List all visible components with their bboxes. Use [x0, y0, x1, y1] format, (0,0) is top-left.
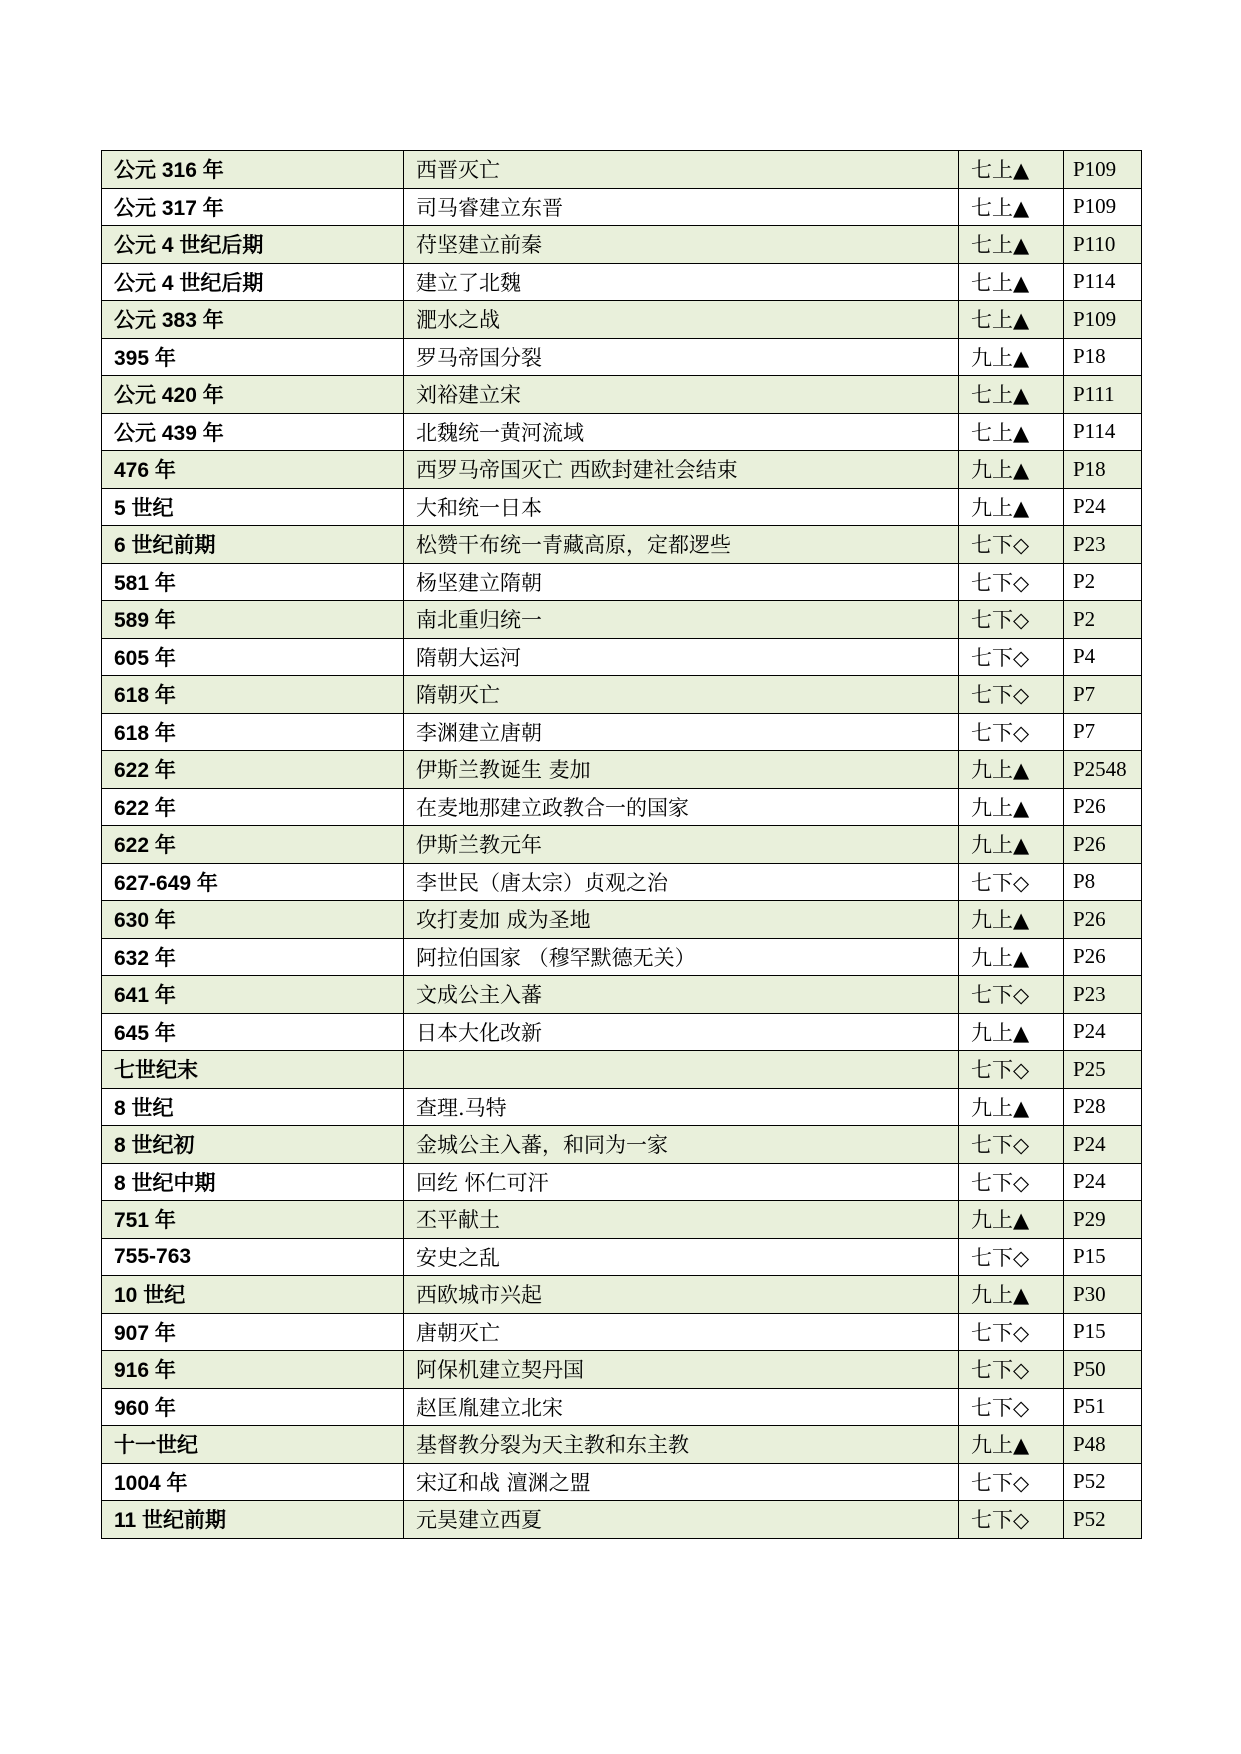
date-cell: 622 年: [102, 751, 404, 789]
page-reference-cell: P26: [1064, 901, 1142, 939]
textbook-volume-cell: 七上▲: [959, 151, 1064, 189]
table-row: [102, 1351, 1142, 1389]
page-reference-cell: P4: [1064, 638, 1142, 676]
page-reference-cell: P2548: [1064, 751, 1142, 789]
table-row: [102, 1126, 1142, 1164]
table-row: [102, 526, 1142, 564]
table-row: [102, 901, 1142, 939]
table-row: [102, 1426, 1142, 1464]
table-row: [102, 1276, 1142, 1314]
event-cell: 金城公主入蕃，和同为一家: [404, 1126, 959, 1164]
table-row: [102, 1163, 1142, 1201]
date-cell: 10 世纪: [102, 1276, 404, 1314]
event-cell: 攻打麦加 成为圣地: [404, 901, 959, 939]
event-cell: 伊斯兰教诞生 麦加: [404, 751, 959, 789]
event-cell: 北魏统一黄河流域: [404, 413, 959, 451]
page-reference-cell: P26: [1064, 938, 1142, 976]
page-reference-cell: P15: [1064, 1238, 1142, 1276]
event-cell: 松赞干布统一青藏高原，定都逻些: [404, 526, 959, 564]
table-row: [102, 938, 1142, 976]
date-cell: 755-763: [102, 1238, 404, 1276]
textbook-volume-cell: 九上▲: [959, 1013, 1064, 1051]
date-cell: 公元 383 年: [102, 301, 404, 339]
event-cell: 刘裕建立宋: [404, 376, 959, 414]
textbook-volume-cell: 九上▲: [959, 338, 1064, 376]
date-cell: 622 年: [102, 788, 404, 826]
event-cell: 唐朝灭亡: [404, 1313, 959, 1351]
event-cell: 文成公主入蕃: [404, 976, 959, 1014]
page-reference-cell: P30: [1064, 1276, 1142, 1314]
table-row: [102, 863, 1142, 901]
table-row: [102, 1051, 1142, 1089]
table-row: [102, 826, 1142, 864]
table-row: [102, 563, 1142, 601]
page-reference-cell: P52: [1064, 1501, 1142, 1539]
textbook-volume-cell: 七下◇: [959, 1051, 1064, 1089]
date-cell: 8 世纪中期: [102, 1163, 404, 1201]
textbook-volume-cell: 七上▲: [959, 188, 1064, 226]
page-reference-cell: P26: [1064, 788, 1142, 826]
textbook-volume-cell: 七下◇: [959, 1313, 1064, 1351]
textbook-volume-cell: 九上▲: [959, 1201, 1064, 1239]
page-reference-cell: P15: [1064, 1313, 1142, 1351]
page-reference-cell: P2: [1064, 563, 1142, 601]
textbook-volume-cell: 七下◇: [959, 526, 1064, 564]
table-row: [102, 376, 1142, 414]
event-cell: 杨坚建立隋朝: [404, 563, 959, 601]
textbook-volume-cell: 七下◇: [959, 1463, 1064, 1501]
page-reference-cell: P28: [1064, 1088, 1142, 1126]
date-cell: 公元 4 世纪后期: [102, 263, 404, 301]
textbook-volume-cell: 九上▲: [959, 451, 1064, 489]
date-cell: 622 年: [102, 826, 404, 864]
event-cell: 淝水之战: [404, 301, 959, 339]
event-cell: 查理.马特: [404, 1088, 959, 1126]
page-reference-cell: P52: [1064, 1463, 1142, 1501]
page-reference-cell: P51: [1064, 1388, 1142, 1426]
textbook-volume-cell: 七上▲: [959, 376, 1064, 414]
page-reference-cell: P109: [1064, 188, 1142, 226]
table-row: [102, 713, 1142, 751]
event-cell: 安史之乱: [404, 1238, 959, 1276]
table-row: [102, 1088, 1142, 1126]
event-cell: 李世民（唐太宗）贞观之治: [404, 863, 959, 901]
page-reference-cell: P23: [1064, 976, 1142, 1014]
page-reference-cell: P2: [1064, 601, 1142, 639]
textbook-volume-cell: 九上▲: [959, 488, 1064, 526]
table-row: [102, 1313, 1142, 1351]
event-cell: 回纥 怀仁可汗: [404, 1163, 959, 1201]
date-cell: 641 年: [102, 976, 404, 1014]
textbook-volume-cell: 九上▲: [959, 788, 1064, 826]
date-cell: 5 世纪: [102, 488, 404, 526]
page-reference-cell: P18: [1064, 451, 1142, 489]
event-cell: 西晋灭亡: [404, 151, 959, 189]
event-cell: 伊斯兰教元年: [404, 826, 959, 864]
date-cell: 公元 4 世纪后期: [102, 226, 404, 264]
event-cell: 阿保机建立契丹国: [404, 1351, 959, 1389]
date-cell: 645 年: [102, 1013, 404, 1051]
date-cell: 十一世纪: [102, 1426, 404, 1464]
event-cell: 司马睿建立东晋: [404, 188, 959, 226]
page-reference-cell: P25: [1064, 1051, 1142, 1089]
page-reference-cell: P24: [1064, 1013, 1142, 1051]
textbook-volume-cell: 七下◇: [959, 1163, 1064, 1201]
date-cell: 8 世纪初: [102, 1126, 404, 1164]
table-row: [102, 638, 1142, 676]
textbook-volume-cell: 九上▲: [959, 938, 1064, 976]
event-cell: 赵匡胤建立北宋: [404, 1388, 959, 1426]
textbook-volume-cell: 九上▲: [959, 1276, 1064, 1314]
textbook-volume-cell: 七下◇: [959, 1501, 1064, 1539]
page-reference-cell: P7: [1064, 676, 1142, 714]
date-cell: 公元 439 年: [102, 413, 404, 451]
table-row: [102, 676, 1142, 714]
textbook-volume-cell: 九上▲: [959, 1426, 1064, 1464]
page-reference-cell: P50: [1064, 1351, 1142, 1389]
textbook-volume-cell: 七下◇: [959, 1126, 1064, 1164]
event-cell: 南北重归统一: [404, 601, 959, 639]
textbook-volume-cell: 九上▲: [959, 751, 1064, 789]
date-cell: 632 年: [102, 938, 404, 976]
event-cell: 丕平献土: [404, 1201, 959, 1239]
table-row: [102, 188, 1142, 226]
date-cell: 1004 年: [102, 1463, 404, 1501]
table-row: [102, 263, 1142, 301]
date-cell: 七世纪末: [102, 1051, 404, 1089]
event-cell: 隋朝大运河: [404, 638, 959, 676]
date-cell: 476 年: [102, 451, 404, 489]
page-reference-cell: P114: [1064, 263, 1142, 301]
date-cell: 8 世纪: [102, 1088, 404, 1126]
date-cell: 公元 420 年: [102, 376, 404, 414]
textbook-volume-cell: 七下◇: [959, 1351, 1064, 1389]
table-row: [102, 226, 1142, 264]
textbook-volume-cell: 九上▲: [959, 901, 1064, 939]
page-reference-cell: P24: [1064, 1163, 1142, 1201]
table-row: [102, 1463, 1142, 1501]
event-cell: 元昊建立西夏: [404, 1501, 959, 1539]
textbook-volume-cell: 九上▲: [959, 1088, 1064, 1126]
event-cell: 西欧城市兴起: [404, 1276, 959, 1314]
page-reference-cell: P7: [1064, 713, 1142, 751]
table-row: [102, 601, 1142, 639]
date-cell: 395 年: [102, 338, 404, 376]
date-cell: 605 年: [102, 638, 404, 676]
page-reference-cell: P8: [1064, 863, 1142, 901]
event-cell: 日本大化改新: [404, 1013, 959, 1051]
history-timeline-table: [101, 150, 1142, 1539]
table-row: [102, 1238, 1142, 1276]
table-row: [102, 488, 1142, 526]
textbook-volume-cell: 七下◇: [959, 563, 1064, 601]
date-cell: 630 年: [102, 901, 404, 939]
table-row: [102, 1501, 1142, 1539]
textbook-volume-cell: 七下◇: [959, 863, 1064, 901]
page-reference-cell: P26: [1064, 826, 1142, 864]
table-row: [102, 1388, 1142, 1426]
date-cell: 11 世纪前期: [102, 1501, 404, 1539]
table-row: [102, 751, 1142, 789]
event-cell: 阿拉伯国家 （穆罕默德无关）: [404, 938, 959, 976]
page-reference-cell: P23: [1064, 526, 1142, 564]
table-row: [102, 976, 1142, 1014]
date-cell: 581 年: [102, 563, 404, 601]
event-cell: 李渊建立唐朝: [404, 713, 959, 751]
page-reference-cell: P109: [1064, 301, 1142, 339]
event-cell: [404, 1051, 959, 1089]
event-cell: 苻坚建立前秦: [404, 226, 959, 264]
page-reference-cell: P111: [1064, 376, 1142, 414]
textbook-volume-cell: 七下◇: [959, 1238, 1064, 1276]
date-cell: 618 年: [102, 713, 404, 751]
date-cell: 618 年: [102, 676, 404, 714]
table-row: [102, 151, 1142, 189]
textbook-volume-cell: 七下◇: [959, 1388, 1064, 1426]
table-row: [102, 413, 1142, 451]
page-reference-cell: P24: [1064, 1126, 1142, 1164]
event-cell: 隋朝灭亡: [404, 676, 959, 714]
textbook-volume-cell: 七上▲: [959, 301, 1064, 339]
date-cell: 589 年: [102, 601, 404, 639]
page-reference-cell: P29: [1064, 1201, 1142, 1239]
date-cell: 6 世纪前期: [102, 526, 404, 564]
date-cell: 960 年: [102, 1388, 404, 1426]
page-reference-cell: P48: [1064, 1426, 1142, 1464]
textbook-volume-cell: 七上▲: [959, 226, 1064, 264]
event-cell: 大和统一日本: [404, 488, 959, 526]
page-reference-cell: P110: [1064, 226, 1142, 264]
textbook-volume-cell: 七下◇: [959, 638, 1064, 676]
date-cell: 公元 316 年: [102, 151, 404, 189]
table-row: [102, 338, 1142, 376]
textbook-volume-cell: 七下◇: [959, 601, 1064, 639]
timeline-table-body: [102, 151, 1142, 1539]
date-cell: 公元 317 年: [102, 188, 404, 226]
event-cell: 罗马帝国分裂: [404, 338, 959, 376]
textbook-volume-cell: 七上▲: [959, 263, 1064, 301]
table-row: [102, 1013, 1142, 1051]
event-cell: 基督教分裂为天主教和东主教: [404, 1426, 959, 1464]
date-cell: 627-649 年: [102, 863, 404, 901]
table-row: [102, 788, 1142, 826]
page-reference-cell: P24: [1064, 488, 1142, 526]
page-reference-cell: P109: [1064, 151, 1142, 189]
table-row: [102, 301, 1142, 339]
page-reference-cell: P18: [1064, 338, 1142, 376]
textbook-volume-cell: 七下◇: [959, 976, 1064, 1014]
textbook-volume-cell: 七上▲: [959, 413, 1064, 451]
textbook-volume-cell: 七下◇: [959, 676, 1064, 714]
event-cell: 建立了北魏: [404, 263, 959, 301]
table-row: [102, 451, 1142, 489]
date-cell: 907 年: [102, 1313, 404, 1351]
textbook-volume-cell: 九上▲: [959, 826, 1064, 864]
table-row: [102, 1201, 1142, 1239]
event-cell: 宋辽和战 澶渊之盟: [404, 1463, 959, 1501]
page-reference-cell: P114: [1064, 413, 1142, 451]
event-cell: 西罗马帝国灭亡 西欧封建社会结束: [404, 451, 959, 489]
textbook-volume-cell: 七下◇: [959, 713, 1064, 751]
date-cell: 916 年: [102, 1351, 404, 1389]
event-cell: 在麦地那建立政教合一的国家: [404, 788, 959, 826]
date-cell: 751 年: [102, 1201, 404, 1239]
